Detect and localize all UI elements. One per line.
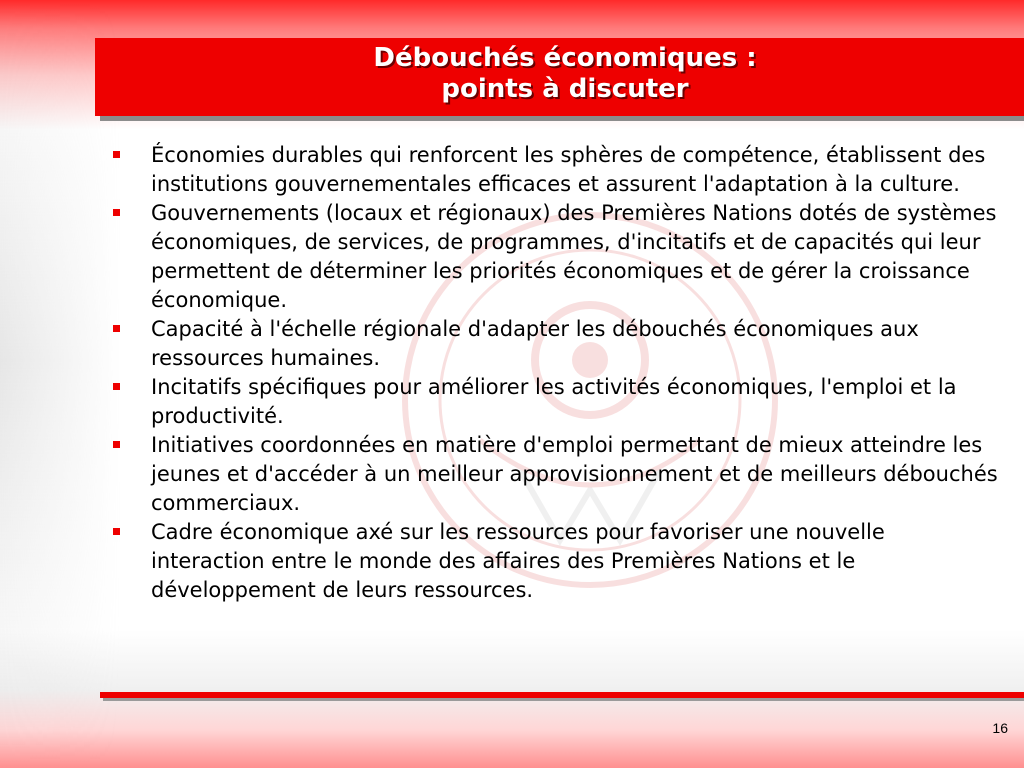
bullet-text: Capacité à l'échelle régionale d'adapter les débouchés économiques aux ressources humaines.	[151, 317, 919, 370]
bullet-text: Économies durables qui renforcent les sphères de compétence, établissent des institutions gouvernementales efficaces et assurent l'adaptation à la culture.	[151, 143, 986, 196]
bullet-text: Gouvernements (locaux et régionaux) des Premières Nations dotés de systèmes économiques, de services, de programmes, d'incitatifs et de capacités qui leur permettent de déterminer les priorités économiques et de gérer la croissance économique.	[151, 201, 997, 312]
bullet-text: Cadre économique axé sur les ressources pour favoriser une nouvelle interaction entre le monde des affaires des Premières Nations et le développement de leurs ressources.	[151, 520, 885, 602]
square-bullet-icon	[113, 209, 120, 216]
slide-title-line-1: Débouchés économiques :	[373, 43, 757, 73]
bullet-item	[110, 518, 1000, 605]
footer-divider	[100, 692, 1024, 698]
bullet-item	[110, 199, 1000, 315]
slide-title	[0, 43, 1024, 105]
bullet-text: Incitatifs spécifiques pour améliorer les activités économiques, l'emploi et la productivité.	[151, 375, 957, 428]
square-bullet-icon	[113, 528, 120, 535]
bullet-list	[110, 141, 1000, 605]
square-bullet-icon	[113, 383, 120, 390]
bullet-item	[110, 315, 1000, 373]
bullet-item	[110, 431, 1000, 518]
square-bullet-icon	[113, 441, 120, 448]
square-bullet-icon	[113, 151, 120, 158]
page-number: 16	[992, 720, 1008, 736]
slide-title-line-2: points à discuter	[441, 74, 689, 104]
bullet-item	[110, 141, 1000, 199]
square-bullet-icon	[113, 325, 120, 332]
bullet-text: Initiatives coordonnées en matière d'emploi permettant de mieux atteindre les jeunes et d'accéder à un meilleur approvisionnement et de meilleurs débouchés commerciaux.	[151, 433, 998, 515]
bullet-item	[110, 373, 1000, 431]
